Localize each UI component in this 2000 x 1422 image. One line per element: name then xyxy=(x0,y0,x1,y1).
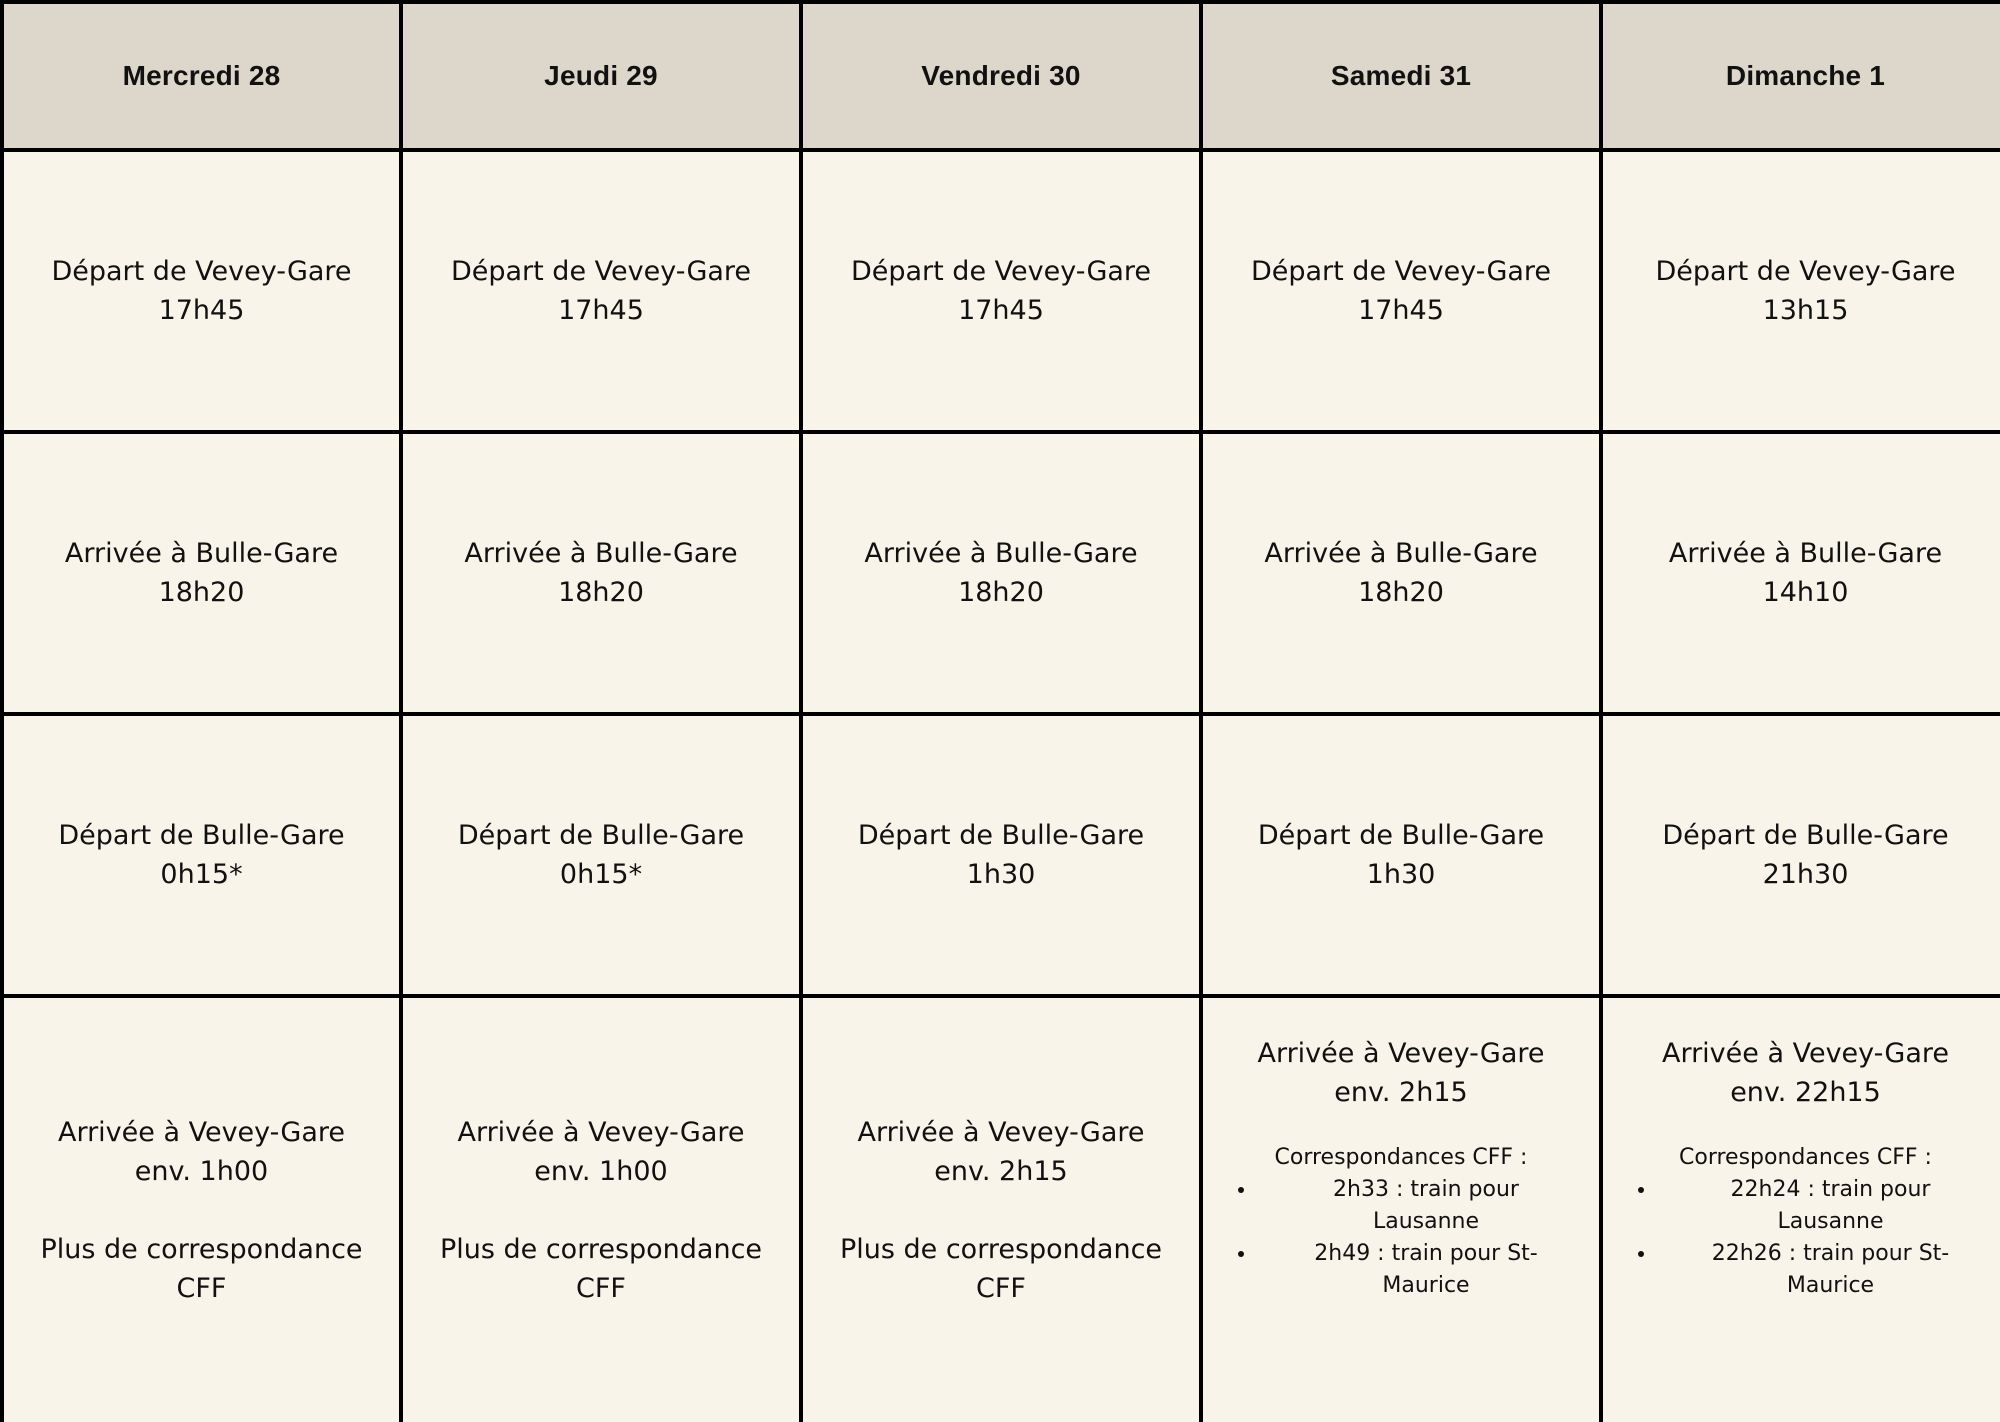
cell-label: Arrivée à Vevey-Gare xyxy=(457,1116,745,1148)
connections-title: Correspondances CFF : xyxy=(1274,1145,1528,1170)
cell-time: 1h30 xyxy=(966,859,1036,890)
cell-note: Plus de correspondance CFF xyxy=(839,1233,1163,1304)
cell-label: Arrivée à Bulle-Gare xyxy=(1668,538,1943,569)
header-vendredi: Vendredi 30 xyxy=(803,4,1199,148)
cell-time: 0h15* xyxy=(160,859,243,890)
cell-arrivee-bulle-samedi xyxy=(1203,434,1599,712)
cell-time: env. 1h00 xyxy=(534,1155,668,1187)
cell-depart-vevey-samedi xyxy=(1203,152,1599,430)
cell-label: Arrivée à Bulle-Gare xyxy=(864,538,1138,569)
cell-label: Arrivée à Vevey-Gare xyxy=(1257,1038,1545,1069)
connections-title: Correspondances CFF : xyxy=(1679,1145,1932,1170)
cell-time: 13h15 xyxy=(1762,295,1849,326)
cell-label: Arrivée à Bulle-Gare xyxy=(64,538,339,569)
cell-arrivee-bulle-mercredi xyxy=(4,434,399,712)
cell-time: 18h20 xyxy=(1358,577,1444,608)
cell-time: 1h30 xyxy=(1366,859,1436,890)
header-mercredi: Mercredi 28 xyxy=(4,4,399,148)
cell-time: 14h10 xyxy=(1762,577,1849,608)
cell-arrivee-bulle-dimanche xyxy=(1603,434,2000,712)
cell-note: Plus de correspondance CFF xyxy=(40,1233,363,1304)
header-samedi: Samedi 31 xyxy=(1203,4,1599,148)
connection-item: • 22h26 : train pour St-Maurice xyxy=(1657,1238,1994,1302)
cell-label: Départ de Vevey-Gare xyxy=(1655,256,1956,287)
connection-item: • 22h24 : train pour Lausanne xyxy=(1657,1174,1994,1238)
connections-block xyxy=(1217,1142,1585,1302)
cell-label: Départ de Bulle-Gare xyxy=(1662,820,1949,851)
cell-arrivee-bulle-jeudi xyxy=(403,434,799,712)
cell-arrivee-bulle-vendredi xyxy=(803,434,1199,712)
header-dimanche: Dimanche 1 xyxy=(1603,4,2000,148)
cell-label: Départ de Bulle-Gare xyxy=(1257,820,1545,851)
cell-depart-bulle-jeudi xyxy=(403,716,799,994)
cell-label: Arrivée à Vevey-Gare xyxy=(57,1116,345,1148)
cell-arrivee-vevey-dimanche xyxy=(1603,998,2000,1422)
cell-time: 18h20 xyxy=(958,577,1044,608)
cell-label: Arrivée à Bulle-Gare xyxy=(1264,538,1538,569)
connection-item: • 2h33 : train pour Lausanne xyxy=(1257,1174,1585,1238)
cell-time: 21h30 xyxy=(1762,859,1849,890)
cell-label: Départ de Bulle-Gare xyxy=(857,820,1145,851)
connections-list xyxy=(1217,1174,1585,1302)
cell-depart-bulle-dimanche xyxy=(1603,716,2000,994)
header-jeudi: Jeudi 29 xyxy=(403,4,799,148)
cell-note: Plus de correspondance CFF xyxy=(439,1233,763,1304)
cell-arrivee-vevey-jeudi xyxy=(403,998,799,1422)
cell-label: Départ de Vevey-Gare xyxy=(450,256,752,287)
cell-label: Départ de Bulle-Gare xyxy=(457,820,745,851)
cell-label: Arrivée à Bulle-Gare xyxy=(464,538,738,569)
connections-block xyxy=(1617,1142,1994,1302)
cell-label: Départ de Vevey-Gare xyxy=(850,256,1152,287)
cell-depart-vevey-mercredi xyxy=(4,152,399,430)
cell-depart-bulle-mercredi xyxy=(4,716,399,994)
connection-item: • 2h49 : train pour St-Maurice xyxy=(1257,1238,1585,1302)
cell-depart-vevey-dimanche xyxy=(1603,152,2000,430)
cell-time: 17h45 xyxy=(1358,295,1444,326)
cell-label: Départ de Bulle-Gare xyxy=(58,820,345,851)
cell-arrivee-vevey-vendredi xyxy=(803,998,1199,1422)
cell-time: env. 1h00 xyxy=(134,1155,269,1187)
cell-time: 17h45 xyxy=(158,295,245,326)
connections-list xyxy=(1617,1174,1994,1302)
cell-time: 17h45 xyxy=(558,295,644,326)
cell-time: 0h15* xyxy=(559,859,643,890)
cell-label: Départ de Vevey-Gare xyxy=(51,256,352,287)
cell-depart-vevey-vendredi xyxy=(803,152,1199,430)
cell-time: 18h20 xyxy=(158,577,245,608)
cell-time: env. 22h15 xyxy=(1730,1077,1881,1108)
cell-label: Départ de Vevey-Gare xyxy=(1250,256,1552,287)
cell-time: 17h45 xyxy=(958,295,1044,326)
cell-label: Arrivée à Vevey-Gare xyxy=(1661,1038,1949,1069)
cell-arrivee-vevey-samedi xyxy=(1203,998,1599,1422)
cell-time: env. 2h15 xyxy=(1334,1077,1468,1108)
cell-depart-bulle-samedi xyxy=(1203,716,1599,994)
cell-label: Arrivée à Vevey-Gare xyxy=(857,1116,1145,1148)
cell-arrivee-vevey-mercredi xyxy=(4,998,399,1422)
cell-time: 18h20 xyxy=(558,577,644,608)
cell-depart-bulle-vendredi xyxy=(803,716,1199,994)
cell-depart-vevey-jeudi xyxy=(403,152,799,430)
cell-time: env. 2h15 xyxy=(934,1155,1068,1187)
